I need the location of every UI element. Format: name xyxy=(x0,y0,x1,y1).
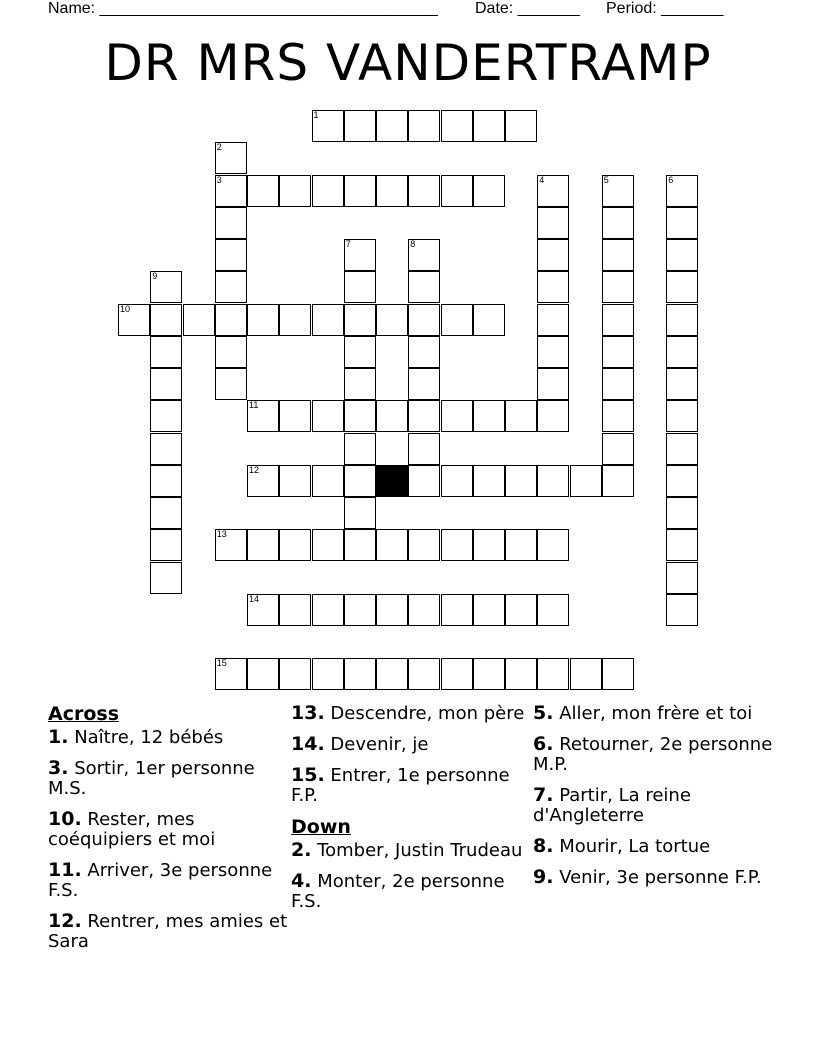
grid-cell[interactable] xyxy=(344,529,376,561)
grid-cell[interactable] xyxy=(408,304,440,336)
clue-number: 12. xyxy=(48,910,82,932)
grid-cell[interactable] xyxy=(247,400,279,432)
clue-number: 9. xyxy=(533,866,554,888)
grid-cell[interactable] xyxy=(344,594,376,626)
grid-cell[interactable] xyxy=(537,207,569,239)
clue-number-label: 8 xyxy=(410,239,416,249)
grid-cell[interactable] xyxy=(666,433,698,465)
clue-across-14 xyxy=(291,734,531,755)
clue-down-9 xyxy=(533,867,773,888)
grid-cell[interactable] xyxy=(441,304,473,336)
grid-cell[interactable] xyxy=(602,304,634,336)
grid-cell[interactable] xyxy=(215,239,247,271)
grid-cell[interactable] xyxy=(279,658,311,690)
clue-number: 5. xyxy=(533,702,554,724)
clue-text: Naître, 12 bébés xyxy=(74,727,224,748)
clue-number-label: 14 xyxy=(249,593,260,604)
grid-cell[interactable] xyxy=(312,175,344,207)
grid-cell[interactable] xyxy=(441,400,473,432)
grid-cell[interactable] xyxy=(376,529,408,561)
grid-cell[interactable] xyxy=(344,271,376,303)
grid-cell[interactable] xyxy=(344,368,376,400)
grid-cell[interactable] xyxy=(215,271,247,303)
clue-number-label: 6 xyxy=(668,174,674,185)
grid-cell[interactable] xyxy=(666,497,698,529)
clue-text: Entrer, 1e personne F.P. xyxy=(291,765,510,806)
clue-across-11 xyxy=(48,860,288,901)
grid-cell[interactable] xyxy=(473,110,505,142)
grid-cell[interactable] xyxy=(408,465,440,497)
clue-number: 13. xyxy=(291,702,325,724)
clue-text: Monter, 2e personne F.S. xyxy=(291,871,505,912)
blocked-cell xyxy=(376,465,408,497)
clue-number-label: 13 xyxy=(216,529,227,540)
clue-text: Venir, 3e personne F.P. xyxy=(559,867,762,888)
grid-cell[interactable] xyxy=(537,271,569,303)
clue-text: Descendre, mon père xyxy=(330,703,525,724)
grid-cell[interactable] xyxy=(344,400,376,432)
grid-cell[interactable] xyxy=(473,658,505,690)
clue-number: 7. xyxy=(533,784,554,806)
clue-column-3 xyxy=(533,703,773,898)
grid-cell[interactable] xyxy=(505,110,537,142)
grid-cell[interactable] xyxy=(150,529,182,561)
grid-cell[interactable] xyxy=(537,400,569,432)
clue-down-7 xyxy=(533,785,773,826)
grid-cell[interactable] xyxy=(344,239,376,271)
clue-number-label: 11 xyxy=(249,400,259,411)
grid-cell[interactable] xyxy=(408,336,440,368)
grid-cell[interactable] xyxy=(408,433,440,465)
clue-text: Partir, La reine d'Angleterre xyxy=(533,785,691,826)
grid-cell[interactable] xyxy=(602,271,634,303)
grid-cell[interactable] xyxy=(602,336,634,368)
grid-cell[interactable] xyxy=(408,400,440,432)
clue-number: 11. xyxy=(48,859,82,881)
grid-cell[interactable] xyxy=(441,529,473,561)
clue-text: Mourir, La tortue xyxy=(559,836,711,857)
grid-cell[interactable] xyxy=(570,465,602,497)
grid-cell[interactable] xyxy=(312,529,344,561)
grid-cell[interactable] xyxy=(344,175,376,207)
grid-cell[interactable] xyxy=(666,175,698,207)
grid-cell[interactable] xyxy=(247,465,279,497)
grid-cell[interactable] xyxy=(505,658,537,690)
clue-number-label: 3 xyxy=(216,174,222,185)
clue-number: 6. xyxy=(533,733,554,755)
across-heading: Across xyxy=(48,703,120,725)
grid-cell[interactable] xyxy=(441,658,473,690)
grid-cell[interactable] xyxy=(312,465,344,497)
clue-down-6 xyxy=(533,734,773,775)
clue-text: Devenir, je xyxy=(330,734,429,755)
clue-down-5 xyxy=(533,703,773,724)
grid-cell[interactable] xyxy=(279,400,311,432)
grid-cell[interactable] xyxy=(376,304,408,336)
clue-number: 3. xyxy=(48,757,69,779)
grid-cell[interactable] xyxy=(537,529,569,561)
grid-cell[interactable] xyxy=(473,594,505,626)
grid-cell[interactable] xyxy=(279,175,311,207)
grid-cell[interactable] xyxy=(473,465,505,497)
grid-cell[interactable] xyxy=(183,304,215,336)
grid-cell[interactable] xyxy=(344,658,376,690)
grid-cell[interactable] xyxy=(537,239,569,271)
grid-cell[interactable] xyxy=(570,658,602,690)
grid-cell[interactable] xyxy=(376,594,408,626)
clue-number: 15. xyxy=(291,764,325,786)
grid-cell[interactable] xyxy=(602,175,634,207)
grid-cell[interactable] xyxy=(666,207,698,239)
grid-cell[interactable] xyxy=(408,529,440,561)
grid-cell[interactable] xyxy=(505,529,537,561)
grid-cell[interactable] xyxy=(312,110,344,142)
grid-cell[interactable] xyxy=(376,658,408,690)
grid-cell[interactable] xyxy=(344,497,376,529)
clue-down-4 xyxy=(291,871,531,912)
grid-cell[interactable] xyxy=(408,271,440,303)
clue-across-15 xyxy=(291,765,531,806)
grid-cell[interactable] xyxy=(602,465,634,497)
grid-cell[interactable] xyxy=(344,465,376,497)
date-field[interactable]: Date: _______ xyxy=(475,0,580,17)
clue-text: Tomber, Justin Trudeau xyxy=(317,840,523,861)
grid-cell[interactable] xyxy=(666,304,698,336)
grid-cell[interactable] xyxy=(150,465,182,497)
grid-cell[interactable] xyxy=(344,336,376,368)
grid-cell[interactable] xyxy=(279,465,311,497)
grid-cell[interactable] xyxy=(537,465,569,497)
clue-number-label: 4 xyxy=(539,174,545,185)
grid-cell[interactable] xyxy=(376,110,408,142)
grid-cell[interactable] xyxy=(344,110,376,142)
clue-number-label: 7 xyxy=(345,239,351,249)
grid-cell[interactable] xyxy=(666,400,698,432)
grid-cell[interactable] xyxy=(505,465,537,497)
grid-cell[interactable] xyxy=(376,400,408,432)
grid-cell[interactable] xyxy=(602,433,634,465)
clue-across-10 xyxy=(48,809,288,850)
grid-cell[interactable] xyxy=(602,207,634,239)
grid-cell[interactable] xyxy=(312,594,344,626)
grid-cell[interactable] xyxy=(537,304,569,336)
grid-cell[interactable] xyxy=(150,433,182,465)
grid-cell[interactable] xyxy=(215,658,247,690)
clue-number-label: 1 xyxy=(313,110,319,120)
grid-cell[interactable] xyxy=(215,142,247,174)
grid-cell[interactable] xyxy=(247,529,279,561)
clue-across-3 xyxy=(48,758,288,799)
grid-cell[interactable] xyxy=(473,175,505,207)
grid-cell[interactable] xyxy=(279,529,311,561)
grid-cell[interactable] xyxy=(666,336,698,368)
grid-cell[interactable] xyxy=(312,658,344,690)
clue-down-2 xyxy=(291,840,531,861)
name-field[interactable]: Name: ______________________________________ xyxy=(48,0,438,17)
grid-cell[interactable] xyxy=(441,110,473,142)
grid-cell[interactable] xyxy=(666,529,698,561)
grid-cell[interactable] xyxy=(312,400,344,432)
grid-cell[interactable] xyxy=(279,304,311,336)
grid-cell[interactable] xyxy=(247,304,279,336)
grid-cell[interactable] xyxy=(537,175,569,207)
clue-number: 8. xyxy=(533,835,554,857)
clue-number-label: 15 xyxy=(216,658,227,669)
clue-column-2 xyxy=(291,703,531,922)
grid-cell[interactable] xyxy=(473,400,505,432)
grid-cell[interactable] xyxy=(505,594,537,626)
grid-cell[interactable] xyxy=(602,368,634,400)
clue-column-1 xyxy=(48,703,288,962)
grid-cell[interactable] xyxy=(473,529,505,561)
grid-cell[interactable] xyxy=(408,239,440,271)
clue-text: Arriver, 3e personne F.S. xyxy=(48,860,273,901)
grid-cell[interactable] xyxy=(537,336,569,368)
clue-text: Retourner, 2e personne M.P. xyxy=(533,734,773,775)
clue-number-label: 9 xyxy=(152,271,158,282)
grid-cell[interactable] xyxy=(666,239,698,271)
grid-cell[interactable] xyxy=(408,368,440,400)
grid-cell[interactable] xyxy=(215,304,247,336)
grid-cell[interactable] xyxy=(602,400,634,432)
clue-number: 10. xyxy=(48,808,82,830)
grid-cell[interactable] xyxy=(408,175,440,207)
clue-across-1 xyxy=(48,727,288,748)
clue-number-label: 12 xyxy=(249,464,260,475)
down-heading: Down xyxy=(291,816,351,838)
grid-cell[interactable] xyxy=(376,175,408,207)
period-field[interactable]: Period: _______ xyxy=(606,0,724,17)
grid-cell[interactable] xyxy=(408,594,440,626)
grid-cell[interactable] xyxy=(441,594,473,626)
grid-cell[interactable] xyxy=(602,658,634,690)
grid-cell[interactable] xyxy=(408,110,440,142)
grid-cell[interactable] xyxy=(215,336,247,368)
grid-cell[interactable] xyxy=(666,368,698,400)
clue-number-label: 2 xyxy=(216,142,222,153)
grid-cell[interactable] xyxy=(215,368,247,400)
grid-cell[interactable] xyxy=(537,594,569,626)
clue-down-8 xyxy=(533,836,773,857)
grid-cell[interactable] xyxy=(150,336,182,368)
grid-cell[interactable] xyxy=(215,207,247,239)
grid-cell[interactable] xyxy=(215,529,247,561)
clue-number-label: 10 xyxy=(120,303,131,314)
clue-across-13 xyxy=(291,703,531,724)
grid-cell[interactable] xyxy=(441,465,473,497)
grid-cell[interactable] xyxy=(150,368,182,400)
grid-cell[interactable] xyxy=(215,175,247,207)
clue-number: 14. xyxy=(291,733,325,755)
grid-cell[interactable] xyxy=(247,175,279,207)
clue-across-12 xyxy=(48,911,288,952)
clue-text: Sortir, 1er personne M.S. xyxy=(48,758,255,799)
grid-cell[interactable] xyxy=(537,368,569,400)
clue-text: Rester, mes coéquipiers et moi xyxy=(48,809,216,850)
grid-cell[interactable] xyxy=(344,433,376,465)
grid-cell[interactable] xyxy=(408,658,440,690)
grid-cell[interactable] xyxy=(150,271,182,303)
grid-cell[interactable] xyxy=(441,175,473,207)
grid-cell[interactable] xyxy=(247,594,279,626)
grid-cell[interactable] xyxy=(666,562,698,594)
grid-cell[interactable] xyxy=(473,304,505,336)
puzzle-title: DR MRS VANDERTRAMP xyxy=(104,34,712,92)
grid-cell[interactable] xyxy=(666,271,698,303)
grid-cell[interactable] xyxy=(602,239,634,271)
grid-cell[interactable] xyxy=(150,562,182,594)
grid-cell[interactable] xyxy=(118,304,150,336)
grid-cell[interactable] xyxy=(505,400,537,432)
clue-text: Aller, mon frère et toi xyxy=(559,703,753,724)
grid-cell[interactable] xyxy=(537,658,569,690)
grid-cell[interactable] xyxy=(666,465,698,497)
grid-cell[interactable] xyxy=(150,304,182,336)
grid-cell[interactable] xyxy=(247,658,279,690)
clue-number: 2. xyxy=(291,839,312,861)
clue-text: Rentrer, mes amies et Sara xyxy=(48,911,288,952)
grid-cell[interactable] xyxy=(312,304,344,336)
clue-number: 4. xyxy=(291,870,312,892)
grid-cell[interactable] xyxy=(279,594,311,626)
clue-number: 1. xyxy=(48,726,69,748)
grid-cell[interactable] xyxy=(344,304,376,336)
grid-cell[interactable] xyxy=(150,497,182,529)
clue-number-label: 5 xyxy=(603,174,609,185)
grid-cell[interactable] xyxy=(150,400,182,432)
grid-cell[interactable] xyxy=(666,594,698,626)
